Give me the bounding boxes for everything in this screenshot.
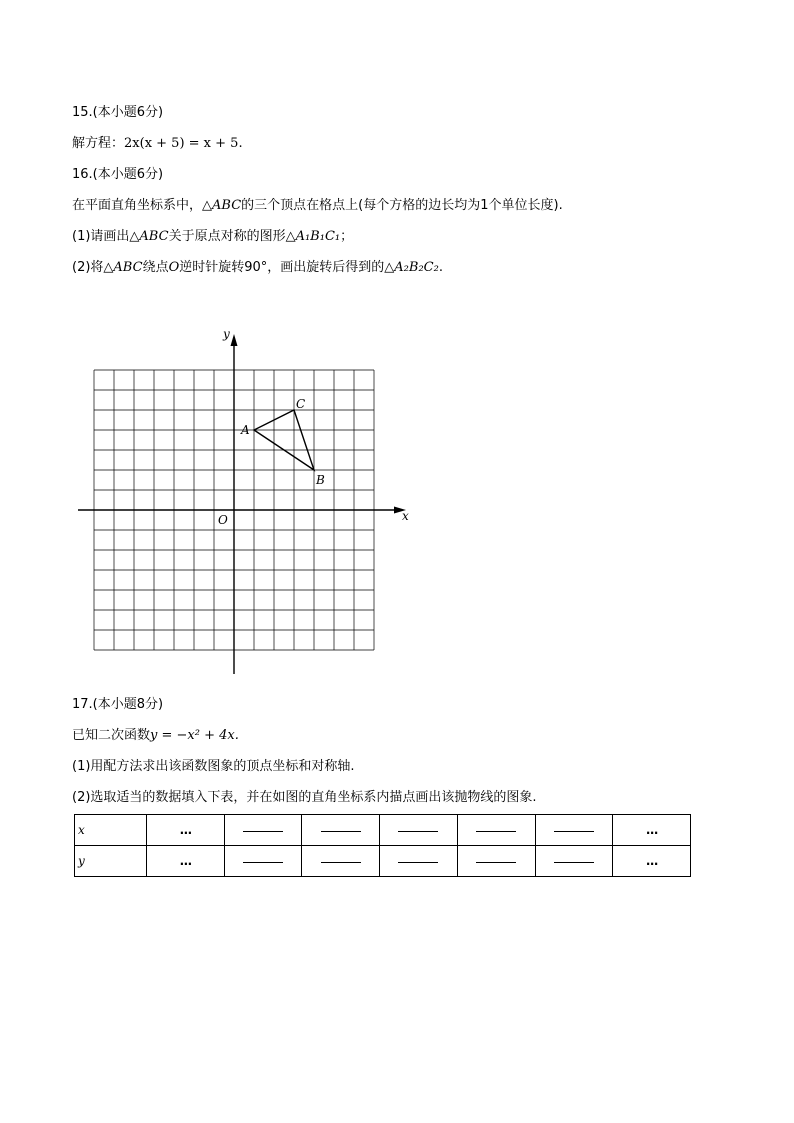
table-ellipsis: …: [179, 823, 191, 837]
x-axis-label: x: [402, 509, 409, 523]
table-header-y: [75, 846, 147, 877]
blank-line: [398, 861, 438, 863]
q17-part2: (2)选取适当的数据填入下表，并在如图的直角坐标系内描点画出该抛物线的图象.: [72, 790, 537, 805]
q15-equation: 2x(x + 5) = x + 5.: [124, 136, 243, 151]
table-ellipsis: …: [646, 854, 658, 868]
vertex-label-a: A: [241, 423, 250, 437]
q15-prompt: 解方程：: [72, 136, 125, 151]
coordinate-grid-figure: [72, 318, 417, 678]
q16-part2-point-o: O: [168, 260, 180, 275]
q16-part1-triangle-abc: △ABC: [129, 229, 169, 244]
q16-part2-triangle-a2b2c2: △A₂B₂C₂: [384, 260, 439, 275]
table-cell[interactable]: [535, 846, 613, 877]
y-axis-arrow: [231, 334, 238, 346]
table-cell[interactable]: [380, 846, 458, 877]
table-cell[interactable]: [380, 815, 458, 846]
q16-header: 16.(本小题6分): [72, 167, 164, 182]
q16-part2-text-3: 逆时针旋转90°，画出旋转后得到的: [179, 260, 385, 275]
blank-line: [476, 830, 516, 832]
vertex-label-c: C: [296, 397, 306, 411]
blank-line: [243, 861, 283, 863]
blank-line: [321, 861, 361, 863]
table-cell[interactable]: [302, 846, 380, 877]
vertex-labels: [240, 397, 325, 487]
q16-intro-text: 在平面直角坐标系中，: [72, 198, 203, 213]
table-ellipsis: …: [179, 854, 191, 868]
q16-part1-text: (1)请画出: [72, 229, 130, 244]
q16-intro: [72, 197, 563, 215]
table-cell[interactable]: [224, 815, 302, 846]
q15-body: [72, 135, 243, 153]
origin-label: O: [218, 513, 228, 527]
q16-part1: [72, 228, 353, 246]
q17-intro: [72, 727, 239, 745]
table-ellipsis: …: [646, 823, 658, 837]
q16-part1-end: ；: [340, 229, 354, 244]
q16-part1-text-2: 关于原点对称的图形: [168, 229, 286, 244]
blank-line: [476, 861, 516, 863]
blank-line: [398, 830, 438, 832]
q16-triangle-abc: △ABC: [202, 198, 242, 213]
y-axis-label: y: [223, 327, 230, 341]
table-row-x: [75, 815, 691, 846]
table-cell[interactable]: [535, 815, 613, 846]
q16-part2-text: (2)将: [72, 260, 104, 275]
triangle-abc: [254, 410, 314, 470]
table-header-x: [75, 815, 147, 846]
table-cell: [613, 846, 691, 877]
table-cell[interactable]: [302, 815, 380, 846]
q16-part2: [72, 259, 443, 277]
blank-line: [554, 830, 594, 832]
table-header-x-text: x: [78, 823, 85, 837]
table-cell[interactable]: [457, 815, 535, 846]
table-cell: [147, 815, 225, 846]
q15-header: 15.(本小题6分): [72, 105, 164, 120]
vertex-label-b: B: [316, 473, 325, 487]
value-table: [74, 814, 691, 877]
table-header-y-text: y: [78, 854, 85, 868]
table-row-y: [75, 846, 691, 877]
table-cell[interactable]: [457, 846, 535, 877]
q17-intro-text: 已知二次函数: [72, 728, 151, 743]
q16-part2-end: .: [438, 260, 443, 275]
q17-part1: (1)用配方法求出该函数图象的顶点坐标和对称轴.: [72, 759, 355, 774]
q16-part2-triangle-abc: △ABC: [103, 260, 143, 275]
table-cell: [613, 815, 691, 846]
coordinate-axes: [78, 327, 409, 674]
blank-line: [321, 830, 361, 832]
blank-line: [554, 861, 594, 863]
blank-line: [243, 830, 283, 832]
q16-intro-text-2: 的三个顶点在格点上(每个方格的边长均为1个单位长度).: [241, 198, 563, 213]
table-cell[interactable]: [224, 846, 302, 877]
q17-function: y = −x² + 4x.: [150, 728, 239, 743]
q16-part1-triangle-a1b1c1: △A₁B₁C₁: [285, 229, 341, 244]
q17-header: 17.(本小题8分): [72, 697, 164, 712]
q16-part2-text-2: 绕点: [142, 260, 169, 275]
table-cell: [147, 846, 225, 877]
